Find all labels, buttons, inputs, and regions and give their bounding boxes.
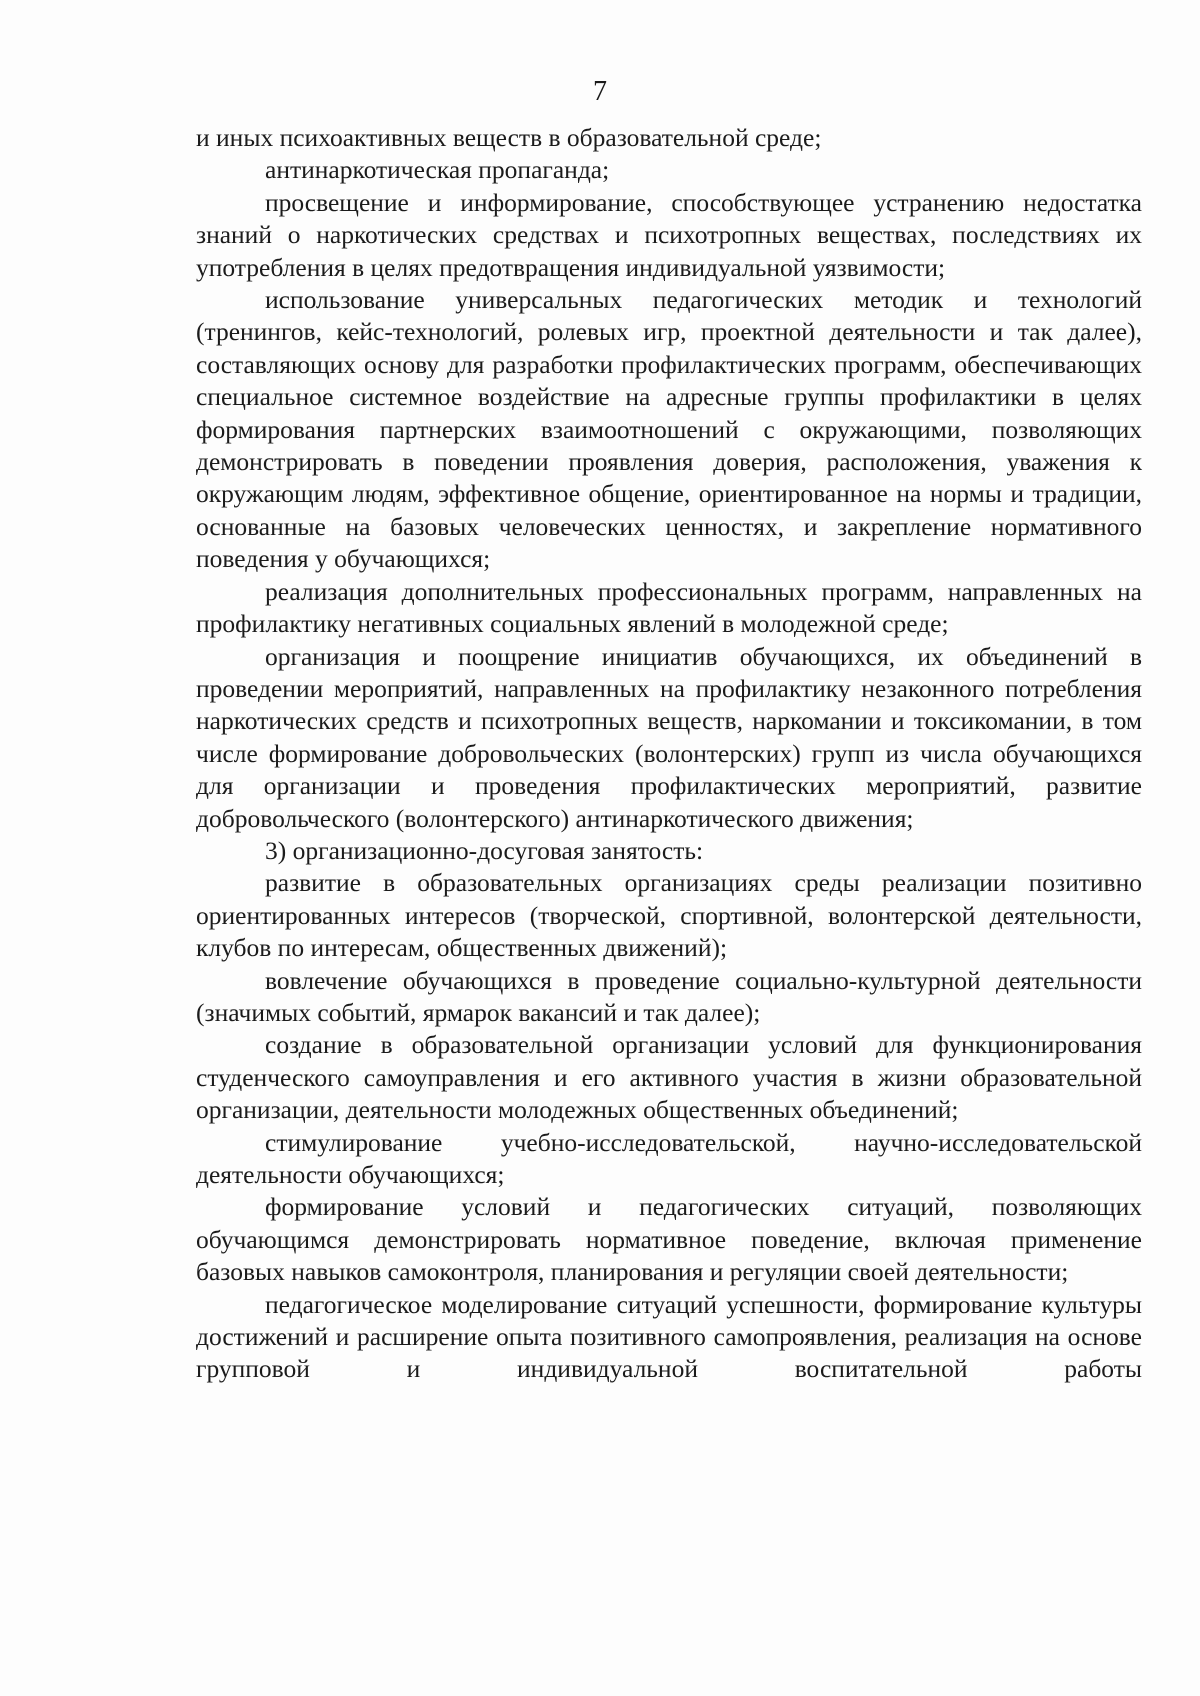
paragraph: реализация дополнительных профессиональных программ, направленных на профилактику негативных социальных явлений в молодежной среде; xyxy=(196,576,1142,639)
paragraph: организация и поощрение инициатив обучающихся, их объединений в проведении мероприятий, направленных на профилактику незаконного потребления наркотических средств и психотропных веществ, наркомании и токсикомании, в том числе формирование добровольческих (волонтерских) групп из числа обучающихся для организации и проведения профилактических мероприятий, развитие добровольческого (волонтерского) антинаркотического движения; xyxy=(196,641,1142,833)
paragraph: просвещение и информирование, способствующее устранению недостатка знаний о наркотических средствах и психотропных веществах, последствиях их употребления в целях предотвращения индивидуальной уязвимости; xyxy=(196,187,1142,282)
paragraph: формирование условий и педагогических ситуаций, позволяющих обучающимся демонстрировать нормативное поведение, включая применение базовых навыков самоконтроля, планирования и регуляции своей деятельности; xyxy=(196,1192,1142,1287)
document-body xyxy=(196,122,1142,1386)
paragraph: и иных психоактивных веществ в образовательной среде; xyxy=(196,123,822,152)
paragraph: стимулирование учебно-исследовательской, научно-исследовательской деятельности обучающихся; xyxy=(196,1127,1142,1189)
paragraph: развитие в образовательных организациях среды реализации позитивно ориентированных интересов (творческой, спортивной, волонтерской деятельности, клубов по интересам, общественных движений); xyxy=(196,868,1142,963)
paragraph: 3) организационно-досуговая занятость: xyxy=(265,835,704,865)
paragraph: создание в образовательной организации условий для функционирования студенческого самоуправления и его активного участия в жизни образовательной организации, деятельности молодежных общественных объединений; xyxy=(196,1030,1142,1125)
paragraph: использование универсальных педагогических методик и технологий (тренингов, кейс-технологий, ролевых игр, проектной деятельности и так далее), составляющих основу для разработки профилактических программ, обеспечивающих специальное системное воздействие на адресные группы профилактики в целях формирования партнерских взаимоотношений с окружающими, позволяющих демонстрировать в поведении проявления доверия, расположения, уважения к окружающим людям, эффективное общение, ориентированное на нормы и традиции, основанные на базовых человеческих ценностях, и закрепление нормативного поведения у обучающихся; xyxy=(196,285,1142,574)
paragraph: антинаркотическая пропаганда; xyxy=(265,155,610,185)
page-number: 7 xyxy=(593,76,607,107)
paragraph: вовлечение обучающихся в проведение социально-культурной деятельности (значимых событий, ярмарок вакансий и так далее); xyxy=(196,965,1142,1027)
paragraph: педагогическое моделирование ситуаций успешности, формирование культуры достижений и расширение опыта позитивного самопроявления, реализация на основе групповой и индивидуальной воспитательной работы xyxy=(196,1289,1142,1384)
